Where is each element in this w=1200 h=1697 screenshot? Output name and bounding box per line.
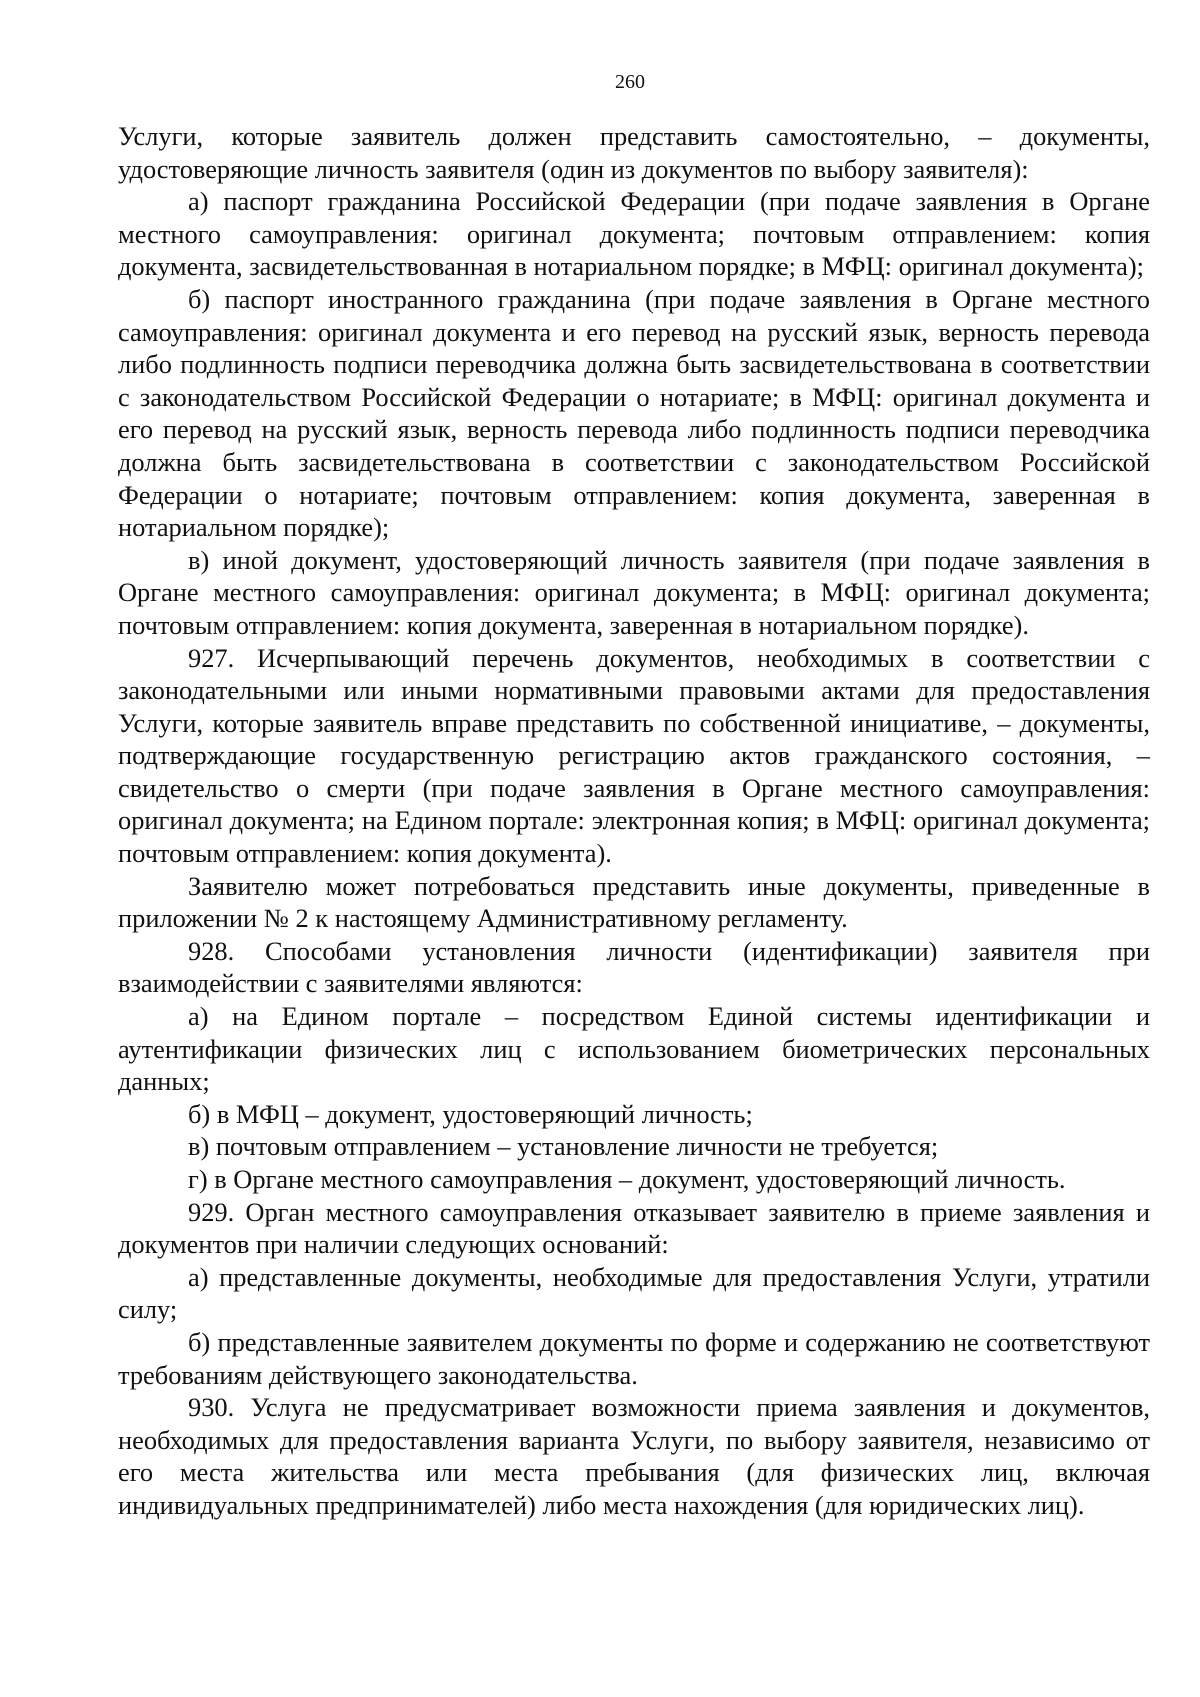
paragraph-930: 930. Услуга не предусматривает возможности приема заявления и документов, необходимых для предоставления варианта Услуги, по выбору заявителя, независимо от его места жительства или места пребывания (для физических лиц, включая индивидуальных предпринимателей) либо места нахождения (для юридических лиц). xyxy=(118,1392,1150,1520)
paragraph-929-item-b: б) представленные заявителем документы по форме и содержанию не соответствуют требованиям действующего законодательства. xyxy=(118,1326,1150,1390)
paragraph-929-item-a: а) представленные документы, необходимые для предоставления Услуги, утратили силу; xyxy=(118,1261,1150,1325)
paragraph-929: 929. Орган местного самоуправления отказывает заявителю в приеме заявления и документов при наличии следующих оснований: xyxy=(118,1196,1150,1260)
paragraph-928-item-b: б) в МФЦ – документ, удостоверяющий личность; xyxy=(188,1098,753,1129)
paragraph-item-b-foreign-passport: б) паспорт иностранного гражданина (при подаче заявления в Органе местного самоуправления: оригинал документа и его перевод на русский язык, верность перевода либо подлинность подписи переводчика должна быть засвидетельствована в соответствии с законодательством Российской Федерации о нотариате; в МФЦ: оригинал документа и его перевод на русский язык, верность перевода либо подлинность подписи переводчика должна быть засвидетельствована в соответствии с законодательством Российской Федерации о нотариате; почтовым отправлением: копия документа, заверенная в нотариальном порядке); xyxy=(118,283,1150,543)
paragraph-928-item-a: а) на Едином портале – посредством Единой системы идентификации и аутентификации физических лиц с использованием биометрических персональных данных; xyxy=(118,1001,1150,1097)
paragraph-928-item-v: в) почтовым отправлением – установление личности не требуется; xyxy=(188,1131,939,1162)
document-body xyxy=(118,120,1150,1522)
paragraph-continuation: Услуги, которые заявитель должен представить самостоятельно, – документы, удостоверяющие личность заявителя (один из документов по выбору заявителя): xyxy=(118,121,1150,184)
paragraph-additional-documents: Заявителю может потребоваться представить иные документы, приведенные в приложении № 2 к настоящему Административному регламенту. xyxy=(118,870,1150,934)
paragraph-928-item-g: г) в Органе местного самоуправления – документ, удостоверяющий личность. xyxy=(188,1164,1066,1194)
paragraph-927: 927. Исчерпывающий перечень документов, необходимых в соответствии с законодательными или иными нормативными правовыми актами для предоставления Услуги, которые заявитель вправе представить по собственной инициативе, – документы, подтверждающие государственную регистрацию актов гражданского состояния, – свидетельство о смерти (при подаче заявления в Органе местного самоуправления: оригинал документа; на Едином портале: электронная копия; в МФЦ: оригинал документа; почтовым отправлением: копия документа). xyxy=(118,642,1150,869)
paragraph-item-v-other-document: в) иной документ, удостоверяющий личность заявителя (при подаче заявления в Органе местного самоуправления: оригинал документа; в МФЦ: оригинал документа; почтовым отправлением: копия документа, заверенная в нотариальном порядке). xyxy=(118,544,1150,640)
page-number: 260 xyxy=(615,71,645,93)
paragraph-928: 928. Способами установления личности (идентификации) заявителя при взаимодействии с заявителями являются: xyxy=(118,935,1150,999)
paragraph-item-a-passport-rf: а) паспорт гражданина Российской Федерации (при подаче заявления в Органе местного самоуправления: оригинал документа; почтовым отправлением: копия документа, засвидетельствованная в нотариальном порядке; в МФЦ: оригинал документа); xyxy=(118,186,1150,282)
